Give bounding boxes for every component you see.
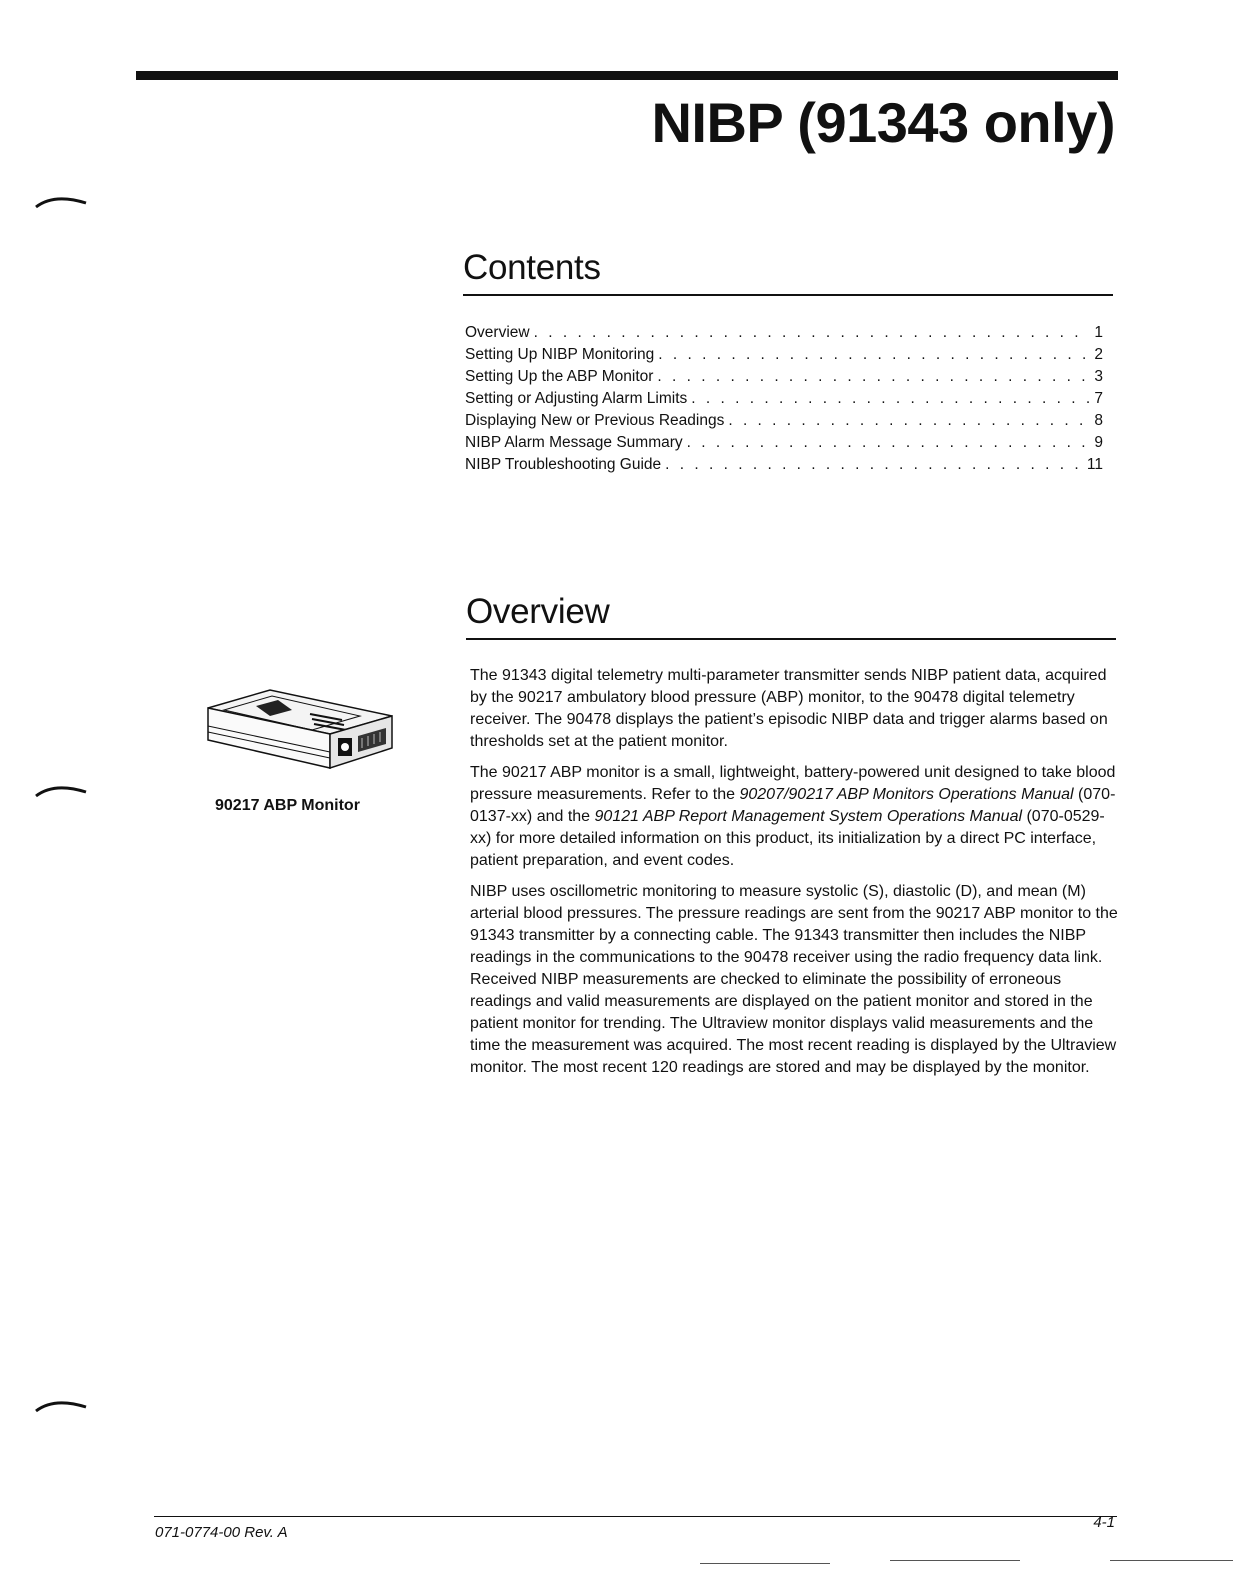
toc-leader-dots	[728, 410, 1090, 432]
paragraph-text: (070-0529-xx) for more detailed information on this product, its initialization by a direct PC interface, patient preparation, and event codes.	[470, 808, 1105, 869]
footer-page-number: 4-1	[1093, 1514, 1115, 1531]
scan-artifact-line	[700, 1563, 830, 1564]
scan-artifact-line	[1110, 1560, 1233, 1561]
manual-title-italic: 90207/90217 ABP Monitors Operations Manual	[739, 786, 1074, 803]
toc-leader-dots	[658, 344, 1090, 366]
toc-entry-overview[interactable]	[465, 322, 1103, 344]
toc-entry-title: Setting Up the ABP Monitor	[465, 368, 654, 385]
figure-caption: 90217 ABP Monitor	[215, 797, 360, 814]
toc-entry-title: NIBP Troubleshooting Guide	[465, 456, 662, 473]
toc-leader-dots	[534, 322, 1091, 344]
toc-leader-dots	[691, 388, 1090, 410]
paragraph-text: (070-0137-xx) and the	[470, 786, 1116, 825]
overview-rule	[466, 638, 1116, 640]
hole-punch-mark	[34, 1397, 88, 1413]
overview-paragraph-1: The 91343 digital telemetry multi-parameter transmitter sends NIBP patient data, acquired by the 90217 ambulatory blood pressure (ABP) monitor, to the 90478 digital telemetry receiver. The 90478 displays the patient’s episodic NIBP data and trigger alarms based on thresholds set at the patient monitor.	[470, 667, 1108, 750]
hole-punch-mark	[34, 193, 88, 209]
toc-entry-title: Setting or Adjusting Alarm Limits	[465, 390, 688, 407]
toc-entry-alarm-message-summary[interactable]	[465, 432, 1103, 454]
toc-entry-setting-up-nibp[interactable]	[465, 344, 1103, 366]
footer-document-number: 071-0774-00 Rev. A	[155, 1524, 288, 1541]
toc-entry-page: 2	[1094, 346, 1103, 363]
paragraph-text: The 90217 ABP monitor is a small, lightweight, battery-powered unit designed to take blood pressure measurements. Refer to the	[470, 764, 1116, 803]
toc-entry-page: 3	[1094, 368, 1103, 385]
overview-paragraph-2	[470, 762, 1120, 872]
toc-entry-page: 9	[1094, 434, 1103, 451]
toc-entry-title: Overview	[465, 324, 530, 341]
overview-heading: Overview	[466, 592, 610, 631]
overview-paragraph-3: NIBP uses oscillometric monitoring to measure systolic (S), diastolic (D), and mean (M) arterial blood pressures. The pressure readings are sent from the 90217 ABP monitor to the 91343 transmitter by a connecting cable. The 91343 transmitter then includes the NIBP readings in the communications to the 90478 receiver using the radio frequency data link. Received NIBP measurements are checked to eliminate the possibility of erroneous readings and valid measurements are displayed on the patient monitor and stored in the patient monitor for trending. The Ultraview monitor displays valid measurements and the time the measurement was acquired. The most recent reading is displayed by the Ultraview monitor. The most recent 120 readings are stored and may be displayed by the monitor.	[470, 883, 1118, 1076]
toc-entry-displaying-readings[interactable]	[465, 410, 1103, 432]
toc-entry-title: Displaying New or Previous Readings	[465, 412, 725, 429]
toc-leader-dots	[687, 432, 1091, 454]
toc-entry-setting-up-abp[interactable]	[465, 366, 1103, 388]
contents-rule	[463, 294, 1113, 296]
footer-rule	[154, 1516, 1117, 1517]
toc-entry-page: 8	[1094, 412, 1103, 429]
toc-entry-troubleshooting[interactable]	[465, 454, 1103, 476]
toc-entry-alarm-limits[interactable]	[465, 388, 1103, 410]
contents-heading: Contents	[463, 248, 601, 287]
table-of-contents	[465, 322, 1103, 476]
abp-monitor-illustration	[200, 688, 400, 778]
page-title: NIBP (91343 only)	[651, 91, 1115, 154]
toc-entry-title: Setting Up NIBP Monitoring	[465, 346, 655, 363]
scan-artifact-line	[890, 1560, 1020, 1561]
header-rule	[136, 71, 1118, 80]
hole-punch-mark	[34, 782, 88, 798]
manual-title-italic: 90121 ABP Report Management System Operations Manual	[594, 808, 1023, 825]
toc-leader-dots	[665, 454, 1083, 476]
toc-entry-title: NIBP Alarm Message Summary	[465, 434, 683, 451]
toc-entry-page: 1	[1094, 324, 1103, 341]
toc-leader-dots	[657, 366, 1090, 388]
toc-entry-page: 7	[1094, 390, 1103, 407]
toc-entry-page: 11	[1086, 456, 1103, 473]
overview-body	[470, 665, 1120, 1088]
